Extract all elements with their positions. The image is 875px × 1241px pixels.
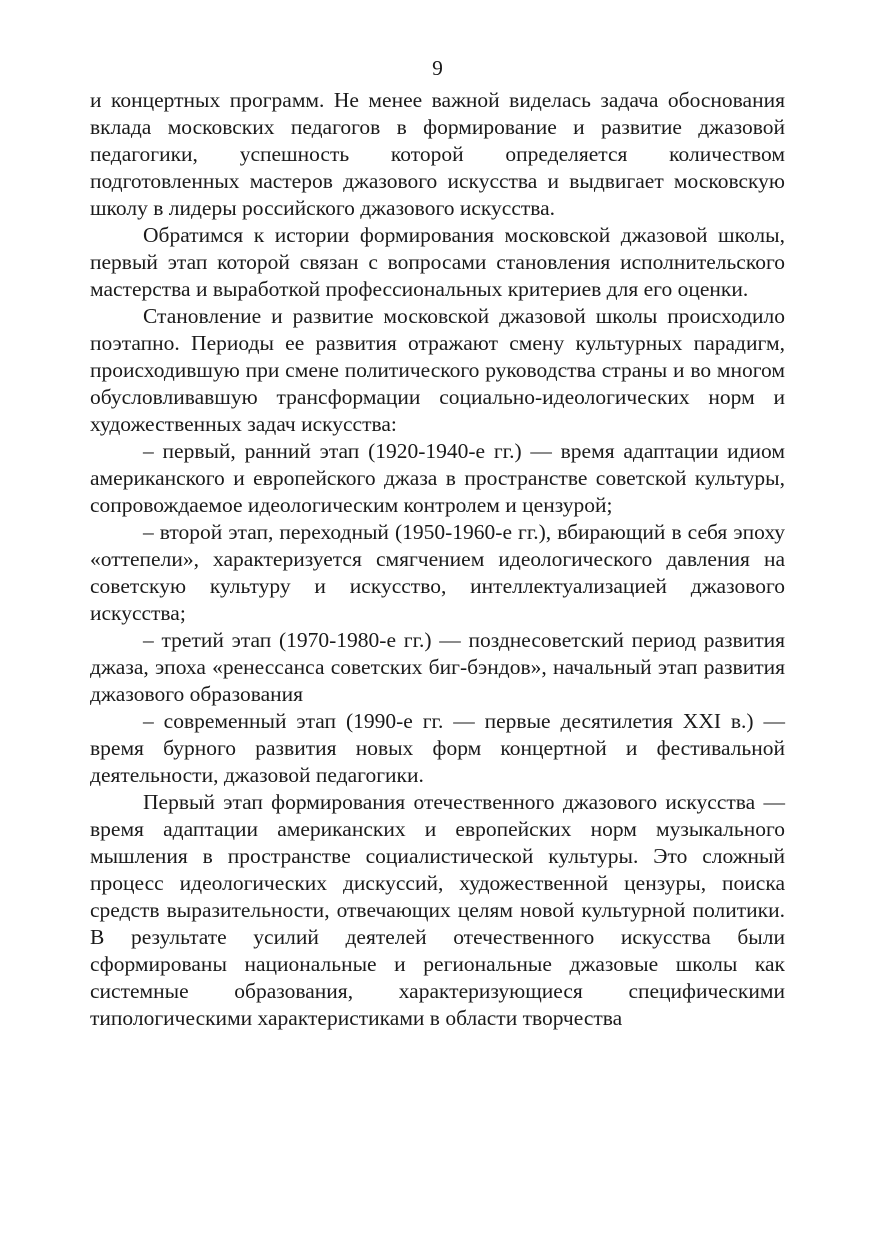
list-item-stage-3: – третий этап (1970-1980-е гг.) — позднесоветский период развития джаза, эпоха «ренессанса советских биг-бэндов», начальный этап развития джазового образования [90,628,785,706]
body-text [90,87,785,1032]
paragraph-stages-intro: Становление и развитие московской джазовой школы происходило поэтапно. Периоды ее развития отражают смену культурных парадигм, происходившую при смене политического руководства страны и во многом обусловливавшую трансформации социально-идеологических норм и художественных задач искусства: [90,304,785,436]
paragraph-intro-continuation: и концертных программ. Не менее важной виделась задача обоснования вклада московских педагогов в формирование и развитие джазовой педагогики, успешность которой определяется количеством подготовленных мастеров джазового искусства и выдвигает московскую школу в лидеры российского джазового искусства. [90,88,785,220]
list-item-stage-2: – второй этап, переходный (1950-1960-е гг.), вбирающий в себя эпоху «оттепели», характеризуется смягчением идеологического давления на советскую культуру и искусство, интеллектуализацией джазового искусства; [90,520,785,625]
paragraph-first-stage: Первый этап формирования отечественного джазового искусства — время адаптации американских и европейских норм музыкального мышления в пространстве социалистической культуры. Это сложный процесс идеологических дискуссий, художественной цензуры, поиска средств выразительности, отвечающих целям новой культурной политики. В результате усилий деятелей отечественного искусства были сформированы национальные и региональные джазовые школы как системные образования, характеризующиеся специфическими типологическими характеристиками в области творчества [90,790,785,1030]
list-item-stage-4: – современный этап (1990-е гг. — первые десятилетия XXI в.) — время бурного развития новых форм концертной и фестивальной деятельности, джазовой педагогики. [90,709,785,787]
list-item-stage-1: – первый, ранний этап (1920-1940-е гг.) — время адаптации идиом американского и европейского джаза в пространстве советской культуры, сопровождаемое идеологическим контролем и цензурой; [90,439,785,517]
page-number: 9 [432,56,443,80]
paragraph-history: Обратимся к истории формирования московской джазовой школы, первый этап которой связан с вопросами становления исполнительского мастерства и выработкой профессиональных критериев для его оценки. [90,223,785,301]
